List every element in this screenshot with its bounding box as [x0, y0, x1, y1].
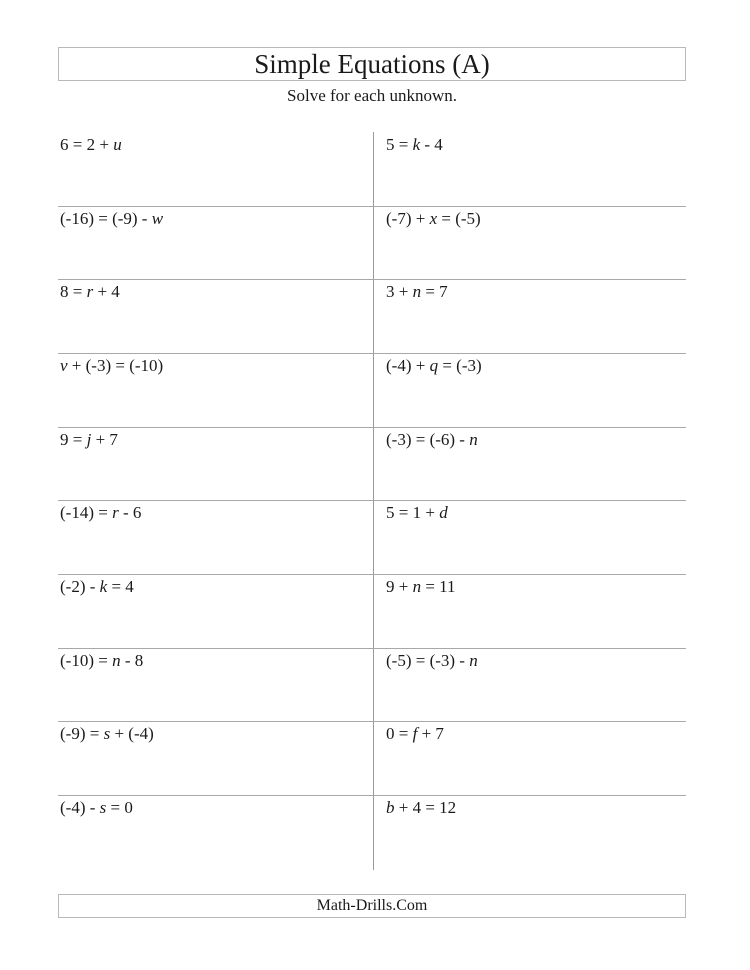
- equation-right-4: [386, 356, 482, 376]
- equation-left-6: [60, 503, 141, 523]
- unknown-variable: v: [60, 356, 68, 375]
- unknown-variable: d: [439, 503, 448, 522]
- equation-part: = (-5): [437, 209, 481, 228]
- unknown-variable: n: [412, 282, 422, 301]
- unknown-variable: n: [412, 577, 422, 596]
- instructions: Solve for each unknown.: [287, 86, 457, 105]
- unknown-variable: x: [429, 209, 438, 228]
- equation-right-9: [386, 724, 444, 744]
- row-divider: [58, 500, 686, 501]
- equation-left-2: [60, 209, 163, 229]
- equation-part: (-9) =: [60, 724, 104, 743]
- equation-part: 6 = 2 +: [60, 135, 114, 154]
- row-divider: [58, 206, 686, 207]
- equation-right-8: [386, 651, 478, 671]
- equation-part: 3 +: [386, 282, 413, 301]
- equation-part: (-5) = (-3) -: [386, 651, 470, 670]
- equation-part: 0 =: [386, 724, 413, 743]
- equation-part: = 7: [421, 282, 448, 301]
- equation-part: + (-3) = (-10): [67, 356, 164, 375]
- equation-part: (-14) =: [60, 503, 113, 522]
- unknown-variable: k: [99, 577, 108, 596]
- equation-part: + 4 = 12: [394, 798, 457, 817]
- row-divider: [58, 795, 686, 796]
- equation-left-4: [60, 356, 163, 376]
- equation-left-7: [60, 577, 134, 597]
- equation-part: - 6: [118, 503, 142, 522]
- unknown-variable: k: [412, 135, 421, 154]
- unknown-variable: w: [151, 209, 164, 228]
- equation-part: + (-4): [110, 724, 154, 743]
- equation-left-8: [60, 651, 143, 671]
- equation-part: (-10) =: [60, 651, 113, 670]
- row-divider: [58, 427, 686, 428]
- column-divider: [373, 132, 374, 870]
- equation-part: (-4) +: [386, 356, 430, 375]
- unknown-variable: s: [103, 724, 111, 743]
- equation-part: 5 = 1 +: [386, 503, 440, 522]
- unknown-variable: r: [86, 282, 94, 301]
- row-divider: [58, 721, 686, 722]
- equation-part: 8 =: [60, 282, 87, 301]
- equation-part: + 7: [417, 724, 444, 743]
- equation-part: = 4: [107, 577, 134, 596]
- row-divider: [58, 353, 686, 354]
- equation-part: + 7: [91, 430, 118, 449]
- equation-left-3: [60, 282, 120, 302]
- equation-part: (-16) = (-9) -: [60, 209, 152, 228]
- worksheet-title: [58, 47, 686, 81]
- unknown-variable: f: [412, 724, 418, 743]
- equation-left-1: [60, 135, 122, 155]
- unknown-variable: q: [429, 356, 439, 375]
- equation-part: (-2) -: [60, 577, 100, 596]
- equation-right-3: [386, 282, 448, 302]
- unknown-variable: b: [386, 798, 395, 817]
- equation-right-6: [386, 503, 448, 523]
- unknown-variable: u: [113, 135, 122, 154]
- equation-right-5: [386, 430, 478, 450]
- unknown-variable: n: [469, 651, 478, 670]
- equation-right-7: [386, 577, 456, 597]
- unknown-variable: r: [112, 503, 119, 522]
- equation-part: = (-3): [438, 356, 482, 375]
- equation-part: 9 =: [60, 430, 87, 449]
- problem-grid: [58, 132, 686, 870]
- equation-left-10: [60, 798, 133, 818]
- equation-part: = 0: [106, 798, 133, 817]
- footer: [58, 894, 686, 918]
- equation-part: + 4: [93, 282, 120, 301]
- row-divider: [58, 279, 686, 280]
- equation-part: 5 =: [386, 135, 413, 154]
- equation-part: 9 +: [386, 577, 413, 596]
- unknown-variable: n: [112, 651, 121, 670]
- equation-right-2: [386, 209, 481, 229]
- equation-part: - 8: [120, 651, 144, 670]
- title-text: Simple Equations (A): [254, 48, 490, 79]
- row-divider: [58, 574, 686, 575]
- equation-part: (-3) = (-6) -: [386, 430, 470, 449]
- equation-right-10: [386, 798, 456, 818]
- equation-part: - 4: [420, 135, 443, 154]
- equation-right-1: [386, 135, 443, 155]
- equation-part: (-7) +: [386, 209, 430, 228]
- unknown-variable: j: [86, 430, 92, 449]
- equation-left-5: [60, 430, 118, 450]
- unknown-variable: n: [469, 430, 478, 449]
- equation-left-9: [60, 724, 154, 744]
- equation-part: = 11: [421, 577, 456, 596]
- unknown-variable: s: [99, 798, 107, 817]
- row-divider: [58, 648, 686, 649]
- equation-part: (-4) -: [60, 798, 100, 817]
- footer-text: Math-Drills.Com: [316, 897, 428, 914]
